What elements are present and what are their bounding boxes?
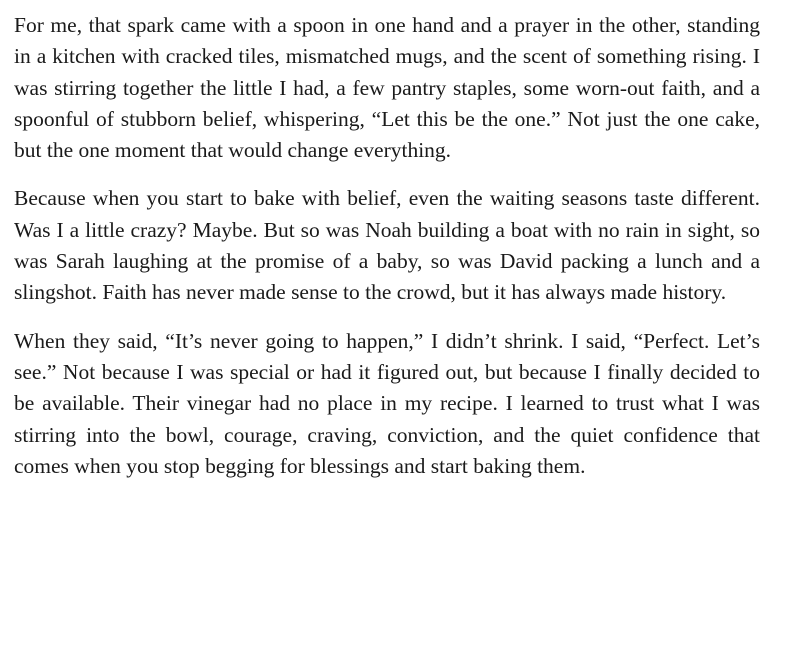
paragraph-1: For me, that spark came with a spoon in one hand and a prayer in the other, standing in a kitchen with cracked tiles, mismatched mugs, and the scent of something rising. I was stirring together the little I had, a few pantry staples, some worn-out faith, and a spoonful of stubborn belief, whispering, “Let this be the one.” Not just the one cake, but the one moment that would change everything. <box>14 13 760 163</box>
paragraph-3: When they said, “It’s never going to happen,” I didn’t shrink. I said, “Perfect. Let’s see.” Not because I was special or had it figured out, but because I finally decided to be available. Their vinegar had no place in my recipe. I learned to trust what I was stirring into the bowl, courage, craving, conviction, and the quiet confidence that comes when you stop begging for blessings and start baking them. <box>14 328 760 478</box>
document-body <box>14 10 760 482</box>
paragraph-2: Because when you start to bake with belief, even the waiting seasons taste different. Was I a little crazy? Maybe. But so was Noah building a boat with no rain in sight, so was Sarah laughing at the promise of a baby, so was David packing a lunch and a slingshot. Faith has never made sense to the crowd, but it has always made history. <box>14 186 760 305</box>
